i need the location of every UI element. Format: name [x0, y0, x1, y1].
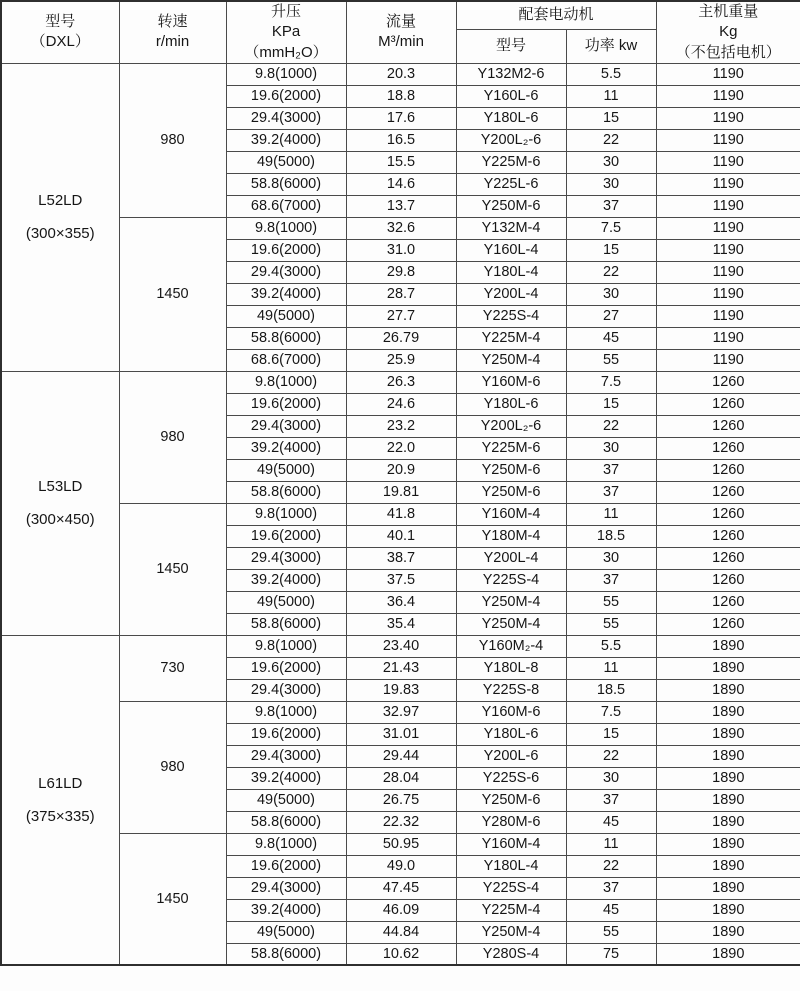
flow-cell: 36.4: [346, 591, 456, 613]
motor-model-cell: Y250M-4: [456, 921, 566, 943]
pressure-cell: 19.6(2000): [226, 657, 346, 679]
col-header-pressure-line2: KPa: [271, 23, 301, 41]
pressure-cell: 19.6(2000): [226, 393, 346, 415]
motor-power-cell: 7.5: [566, 217, 656, 239]
model-name: L52LD: [38, 192, 83, 210]
pressure-cell: 58.8(6000): [226, 811, 346, 833]
pressure-cell: 9.8(1000): [226, 635, 346, 657]
flow-cell: 47.45: [346, 877, 456, 899]
motor-power-cell: 7.5: [566, 371, 656, 393]
weight-cell: 1190: [656, 195, 800, 217]
flow-cell: 38.7: [346, 547, 456, 569]
motor-power-cell: 37: [566, 195, 656, 217]
motor-model-cell: Y160M-6: [456, 701, 566, 723]
weight-cell: 1890: [656, 833, 800, 855]
motor-power-cell: 37: [566, 459, 656, 481]
motor-model-cell: Y225M-4: [456, 899, 566, 921]
speed-cell: 980: [119, 701, 226, 833]
pressure-cell: 39.2(4000): [226, 283, 346, 305]
pressure-cell: 19.6(2000): [226, 723, 346, 745]
flow-cell: 50.95: [346, 833, 456, 855]
motor-model-cell: Y225S-6: [456, 767, 566, 789]
motor-model-cell: Y160L-6: [456, 85, 566, 107]
weight-cell: 1260: [656, 393, 800, 415]
speed-cell: 980: [119, 63, 226, 217]
motor-power-cell: 22: [566, 415, 656, 437]
flow-cell: 44.84: [346, 921, 456, 943]
motor-model-cell: Y225S-8: [456, 679, 566, 701]
motor-model-cell: Y180L-6: [456, 393, 566, 415]
weight-cell: 1260: [656, 481, 800, 503]
motor-power-cell: 18.5: [566, 679, 656, 701]
flow-cell: 26.79: [346, 327, 456, 349]
flow-cell: 46.09: [346, 899, 456, 921]
motor-model-cell: Y160M-6: [456, 371, 566, 393]
col-header-weight-line1: 主机重量: [698, 3, 759, 20]
speed-cell: 980: [119, 371, 226, 503]
motor-model-cell: Y280M-6: [456, 811, 566, 833]
pressure-cell: 68.6(7000): [226, 349, 346, 371]
table-body: [1, 63, 800, 965]
pressure-cell: 58.8(6000): [226, 481, 346, 503]
weight-cell: 1190: [656, 107, 800, 129]
motor-power-cell: 15: [566, 107, 656, 129]
pressure-cell: 58.8(6000): [226, 327, 346, 349]
col-header-speed: [119, 1, 226, 63]
pressure-cell: 58.8(6000): [226, 173, 346, 195]
flow-cell: 35.4: [346, 613, 456, 635]
flow-cell: 18.8: [346, 85, 456, 107]
pressure-cell: 29.4(3000): [226, 877, 346, 899]
pressure-cell: 9.8(1000): [226, 833, 346, 855]
col-header-model-line1: 型号: [45, 13, 76, 31]
motor-power-cell: 7.5: [566, 701, 656, 723]
weight-cell: 1260: [656, 437, 800, 459]
motor-model-cell: Y250M-4: [456, 349, 566, 371]
weight-cell: 1890: [656, 767, 800, 789]
col-header-weight-line3: （不包括电机）: [675, 43, 781, 61]
motor-model-cell: Y250M-6: [456, 481, 566, 503]
motor-power-cell: 27: [566, 305, 656, 327]
weight-cell: 1190: [656, 129, 800, 151]
weight-cell: 1190: [656, 261, 800, 283]
pressure-cell: 29.4(3000): [226, 745, 346, 767]
weight-cell: 1890: [656, 811, 800, 833]
flow-cell: 37.5: [346, 569, 456, 591]
pressure-cell: 29.4(3000): [226, 107, 346, 129]
pressure-cell: 39.2(4000): [226, 129, 346, 151]
flow-cell: 22.32: [346, 811, 456, 833]
motor-model-cell: Y180L-6: [456, 723, 566, 745]
table-row: [1, 635, 800, 657]
motor-model-cell: Y250M-4: [456, 613, 566, 635]
speed-cell: 1450: [119, 217, 226, 371]
col-header-weight: [656, 1, 800, 63]
col-header-pressure-line1: 升压: [270, 3, 301, 20]
motor-power-cell: 15: [566, 393, 656, 415]
motor-model-cell: Y250M-6: [456, 789, 566, 811]
motor-model-cell: Y160M₂-4: [456, 635, 566, 657]
weight-cell: 1260: [656, 459, 800, 481]
flow-cell: 26.75: [346, 789, 456, 811]
motor-model-cell: Y200L₂-6: [456, 415, 566, 437]
speed-cell: 1450: [119, 833, 226, 965]
motor-power-cell: 55: [566, 349, 656, 371]
model-name: L61LD: [38, 775, 83, 792]
flow-cell: 32.6: [346, 217, 456, 239]
col-header-pressure-line3: （mmH₂O）: [244, 43, 328, 61]
motor-model-cell: Y250M-4: [456, 591, 566, 613]
weight-cell: 1260: [656, 525, 800, 547]
flow-cell: 13.7: [346, 195, 456, 217]
motor-power-cell: 55: [566, 591, 656, 613]
motor-model-cell: Y225S-4: [456, 877, 566, 899]
motor-power-cell: 37: [566, 569, 656, 591]
pressure-cell: 68.6(7000): [226, 195, 346, 217]
flow-cell: 31.0: [346, 239, 456, 261]
col-header-flow-line1: 流量: [385, 13, 416, 31]
col-header-pressure: [226, 1, 346, 63]
motor-model-cell: Y160M-4: [456, 503, 566, 525]
weight-cell: 1890: [656, 635, 800, 657]
weight-cell: 1260: [656, 569, 800, 591]
motor-power-cell: 15: [566, 239, 656, 261]
pressure-cell: 29.4(3000): [226, 261, 346, 283]
motor-power-cell: 30: [566, 283, 656, 305]
pressure-cell: 39.2(4000): [226, 767, 346, 789]
motor-power-cell: 37: [566, 789, 656, 811]
motor-power-cell: 11: [566, 657, 656, 679]
motor-power-cell: 5.5: [566, 635, 656, 657]
weight-cell: 1190: [656, 349, 800, 371]
table-row: [1, 371, 800, 393]
flow-cell: 10.62: [346, 943, 456, 965]
pressure-cell: 49(5000): [226, 789, 346, 811]
flow-cell: 29.8: [346, 261, 456, 283]
col-header-flow-line2: M³/min: [378, 33, 424, 51]
model-name: L53LD: [38, 478, 83, 496]
col-header-speed-line1: 转速: [157, 13, 188, 31]
weight-cell: 1890: [656, 921, 800, 943]
flow-cell: 24.6: [346, 393, 456, 415]
motor-model-cell: Y180L-6: [456, 107, 566, 129]
motor-power-cell: 75: [566, 943, 656, 965]
weight-cell: 1190: [656, 305, 800, 327]
pressure-cell: 29.4(3000): [226, 415, 346, 437]
motor-model-cell: Y250M-6: [456, 195, 566, 217]
pressure-cell: 19.6(2000): [226, 85, 346, 107]
motor-power-cell: 15: [566, 723, 656, 745]
flow-cell: 31.01: [346, 723, 456, 745]
motor-model-cell: Y180L-8: [456, 657, 566, 679]
weight-cell: 1260: [656, 371, 800, 393]
motor-model-cell: Y200L-4: [456, 283, 566, 305]
col-header-weight-line2: Kg: [719, 23, 738, 41]
motor-power-cell: 37: [566, 481, 656, 503]
weight-cell: 1890: [656, 877, 800, 899]
pressure-cell: 9.8(1000): [226, 701, 346, 723]
motor-model-cell: Y280S-4: [456, 943, 566, 965]
model-size: (300×355): [25, 225, 95, 243]
flow-cell: 15.5: [346, 151, 456, 173]
motor-model-cell: Y132M2-6: [456, 63, 566, 85]
flow-cell: 29.44: [346, 745, 456, 767]
motor-power-cell: 30: [566, 767, 656, 789]
flow-cell: 41.8: [346, 503, 456, 525]
motor-model-cell: Y225L-6: [456, 173, 566, 195]
weight-cell: 1190: [656, 85, 800, 107]
motor-model-cell: Y200L₂-6: [456, 129, 566, 151]
weight-cell: 1890: [656, 723, 800, 745]
weight-cell: 1190: [656, 283, 800, 305]
model-cell: [1, 635, 119, 965]
col-header-model-line2: （DXL）: [30, 33, 90, 51]
pressure-cell: 49(5000): [226, 459, 346, 481]
motor-model-cell: Y225M-4: [456, 327, 566, 349]
weight-cell: 1890: [656, 855, 800, 877]
motor-power-cell: 22: [566, 129, 656, 151]
motor-power-cell: 30: [566, 437, 656, 459]
pressure-cell: 49(5000): [226, 151, 346, 173]
pressure-cell: 29.4(3000): [226, 547, 346, 569]
model-cell: [1, 371, 119, 635]
col-header-motor-power: 功率 kw: [566, 29, 656, 63]
motor-model-cell: Y225S-4: [456, 305, 566, 327]
weight-cell: 1890: [656, 679, 800, 701]
flow-cell: 20.9: [346, 459, 456, 481]
flow-cell: 28.7: [346, 283, 456, 305]
flow-cell: 28.04: [346, 767, 456, 789]
motor-model-cell: Y250M-6: [456, 459, 566, 481]
flow-cell: 25.9: [346, 349, 456, 371]
motor-power-cell: 45: [566, 327, 656, 349]
flow-cell: 26.3: [346, 371, 456, 393]
flow-cell: 40.1: [346, 525, 456, 547]
flow-cell: 20.3: [346, 63, 456, 85]
weight-cell: 1260: [656, 591, 800, 613]
flow-cell: 22.0: [346, 437, 456, 459]
motor-model-cell: Y200L-4: [456, 547, 566, 569]
flow-cell: 17.6: [346, 107, 456, 129]
pressure-cell: 58.8(6000): [226, 613, 346, 635]
flow-cell: 32.97: [346, 701, 456, 723]
pressure-cell: 19.6(2000): [226, 525, 346, 547]
weight-cell: 1260: [656, 503, 800, 525]
model-cell: [1, 63, 119, 371]
pressure-cell: 9.8(1000): [226, 503, 346, 525]
model-size: (375×335): [25, 808, 95, 825]
col-header-motor-group: 配套电动机: [456, 1, 656, 29]
motor-model-cell: Y160M-4: [456, 833, 566, 855]
motor-power-cell: 55: [566, 921, 656, 943]
flow-cell: 14.6: [346, 173, 456, 195]
pressure-cell: 19.6(2000): [226, 239, 346, 261]
motor-power-cell: 45: [566, 811, 656, 833]
pressure-cell: 39.2(4000): [226, 899, 346, 921]
weight-cell: 1260: [656, 613, 800, 635]
motor-power-cell: 11: [566, 833, 656, 855]
pressure-cell: 49(5000): [226, 921, 346, 943]
speed-cell: 1450: [119, 503, 226, 635]
motor-power-cell: 11: [566, 85, 656, 107]
col-header-speed-line2: r/min: [155, 33, 190, 51]
flow-cell: 23.2: [346, 415, 456, 437]
table-header: [1, 1, 800, 63]
motor-power-cell: 30: [566, 151, 656, 173]
motor-power-cell: 22: [566, 261, 656, 283]
weight-cell: 1890: [656, 745, 800, 767]
motor-power-cell: 55: [566, 613, 656, 635]
header-row-1: [1, 1, 800, 29]
weight-cell: 1890: [656, 701, 800, 723]
motor-power-cell: 22: [566, 745, 656, 767]
table-row: [1, 833, 800, 855]
motor-model-cell: Y160L-4: [456, 239, 566, 261]
flow-cell: 49.0: [346, 855, 456, 877]
weight-cell: 1260: [656, 547, 800, 569]
weight-cell: 1890: [656, 943, 800, 965]
motor-model-cell: Y180L-4: [456, 855, 566, 877]
weight-cell: 1190: [656, 239, 800, 261]
motor-power-cell: 11: [566, 503, 656, 525]
pressure-cell: 9.8(1000): [226, 63, 346, 85]
pressure-cell: 39.2(4000): [226, 437, 346, 459]
model-size: (300×450): [25, 511, 95, 529]
pressure-cell: 9.8(1000): [226, 371, 346, 393]
weight-cell: 1190: [656, 173, 800, 195]
motor-model-cell: Y200L-6: [456, 745, 566, 767]
pressure-cell: 39.2(4000): [226, 569, 346, 591]
pressure-cell: 49(5000): [226, 305, 346, 327]
flow-cell: 16.5: [346, 129, 456, 151]
table-row: [1, 503, 800, 525]
motor-model-cell: Y225M-6: [456, 151, 566, 173]
motor-power-cell: 22: [566, 855, 656, 877]
flow-cell: 19.83: [346, 679, 456, 701]
motor-power-cell: 5.5: [566, 63, 656, 85]
flow-cell: 21.43: [346, 657, 456, 679]
motor-power-cell: 45: [566, 899, 656, 921]
motor-model-cell: Y132M-4: [456, 217, 566, 239]
table-row: [1, 63, 800, 85]
weight-cell: 1190: [656, 327, 800, 349]
weight-cell: 1190: [656, 63, 800, 85]
motor-power-cell: 30: [566, 173, 656, 195]
motor-power-cell: 30: [566, 547, 656, 569]
motor-power-cell: 37: [566, 877, 656, 899]
pressure-cell: 9.8(1000): [226, 217, 346, 239]
col-header-model: [1, 1, 119, 63]
weight-cell: 1190: [656, 151, 800, 173]
flow-cell: 27.7: [346, 305, 456, 327]
col-header-flow: [346, 1, 456, 63]
weight-cell: 1890: [656, 657, 800, 679]
motor-model-cell: Y225S-4: [456, 569, 566, 591]
flow-cell: 19.81: [346, 481, 456, 503]
weight-cell: 1890: [656, 789, 800, 811]
weight-cell: 1890: [656, 899, 800, 921]
motor-model-cell: Y180M-4: [456, 525, 566, 547]
pressure-cell: 58.8(6000): [226, 943, 346, 965]
speed-cell: 730: [119, 635, 226, 701]
table-row: [1, 701, 800, 723]
pressure-cell: 19.6(2000): [226, 855, 346, 877]
table-row: [1, 217, 800, 239]
col-header-motor-model: 型号: [456, 29, 566, 63]
pressure-cell: 29.4(3000): [226, 679, 346, 701]
motor-model-cell: Y180L-4: [456, 261, 566, 283]
flow-cell: 23.40: [346, 635, 456, 657]
weight-cell: 1260: [656, 415, 800, 437]
pressure-cell: 49(5000): [226, 591, 346, 613]
motor-power-cell: 18.5: [566, 525, 656, 547]
weight-cell: 1190: [656, 217, 800, 239]
motor-model-cell: Y225M-6: [456, 437, 566, 459]
